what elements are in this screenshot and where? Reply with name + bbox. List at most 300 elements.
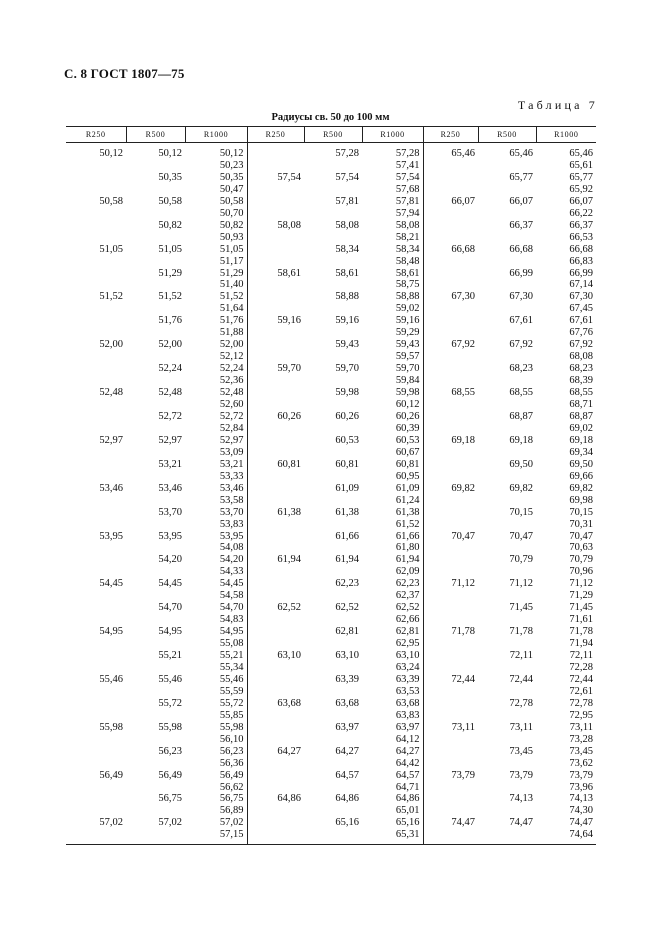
table-cell: 51,52 [185,291,247,303]
table-cell: 50,93 [185,232,247,244]
table-cell: 58,08 [362,220,423,232]
table-cell: 52,48 [158,387,182,399]
table-cell: 54,58 [185,590,247,602]
table-cell [247,829,304,844]
table-cell: 67,92 [509,339,533,351]
table-cell: 60,12 [362,399,423,411]
table-cell: 70,63 [569,542,593,554]
table-cell [423,208,478,220]
table-cell [423,315,478,327]
table-cell: 70,79 [569,554,593,566]
table-cell: 56,23 [185,746,247,758]
table-cell [247,782,304,794]
table-cell [478,519,536,531]
table-cell [478,566,536,578]
table-cell [423,303,478,315]
table-cell: 61,09 [335,482,359,494]
table-row [66,172,596,184]
table-cell: 56,36 [185,758,247,770]
table-cell: 73,62 [569,757,593,769]
table-cell: 69,82 [451,482,475,494]
table-cell [247,722,304,734]
table-cell: 52,97 [158,434,182,446]
table-cell: 54,70 [185,602,247,614]
table-cell: 51,29 [185,268,247,280]
table-cell [126,447,185,459]
table-cell: 66,07 [569,195,593,207]
table-cell: 55,72 [185,698,247,710]
table-cell: 64,12 [362,734,423,746]
table-cell: 73,79 [569,769,593,781]
table-cell [478,614,536,626]
column-header: R1000 [362,127,423,143]
table-cell [126,495,185,507]
table-cell: 63,83 [362,710,423,722]
table-cell: 56,75 [185,793,247,805]
table-cell: 71,78 [509,626,533,638]
table-cell [478,734,536,746]
table-cell: 62,09 [362,566,423,578]
table-cell [304,566,362,578]
table-row [66,339,596,351]
table-cell: 68,55 [509,387,533,399]
table-body [66,143,596,845]
table-cell [478,590,536,602]
table-cell: 52,48 [99,387,123,399]
table-row [66,220,596,232]
table-cell [66,184,126,196]
table-cell [478,160,536,172]
table-cell [247,471,304,483]
table-cell [247,686,304,698]
table-cell [304,590,362,602]
table-cell [247,662,304,674]
table-cell [423,256,478,268]
table-cell: 50,12 [158,148,182,159]
table-cell [66,590,126,602]
table-cell [423,554,478,566]
table-cell [423,411,478,423]
table-cell: 65,16 [362,817,423,829]
table-row [66,770,596,782]
table-cell: 71,78 [569,626,593,638]
table-cell [423,507,478,519]
table-cell [423,746,478,758]
table-cell [66,303,126,315]
table-row [66,423,596,435]
table-cell: 58,61 [362,268,423,280]
table-cell: 51,05 [99,243,123,255]
table-cell: 67,45 [569,303,593,315]
table-cell: 72,44 [569,673,593,685]
table-cell: 70,79 [509,554,533,566]
table-cell: 64,27 [277,745,301,757]
table-cell: 73,79 [451,769,475,781]
table-row [66,268,596,280]
table-cell: 57,28 [362,143,423,160]
table-cell: 53,21 [158,458,182,470]
table-cell [126,566,185,578]
table-row [66,710,596,722]
table-cell [423,614,478,626]
table-cell [247,614,304,626]
table-cell [304,351,362,363]
table-row [66,722,596,734]
table-cell [126,638,185,650]
table-cell: 53,95 [185,531,247,543]
table-cell: 51,52 [158,291,182,303]
table-cell [66,327,126,339]
table-cell: 60,53 [335,434,359,446]
table-cell [247,710,304,722]
table-cell [247,435,304,447]
table-cell [423,734,478,746]
table-cell: 71,12 [451,578,475,590]
table-cell [247,734,304,746]
table-cell: 62,95 [362,638,423,650]
table-cell [478,256,536,268]
table-cell [126,471,185,483]
table-cell: 59,43 [335,339,359,351]
table-cell: 59,16 [277,315,301,327]
table-cell: 50,82 [158,219,182,231]
table-cell [478,542,536,554]
table-cell: 66,68 [451,243,475,255]
table-cell: 61,24 [362,495,423,507]
table-cell: 52,97 [185,435,247,447]
table-cell [126,734,185,746]
table-cell: 71,94 [569,638,593,650]
table-row [66,160,596,172]
table-cell [423,471,478,483]
table-cell: 60,81 [335,458,359,470]
table-cell [423,602,478,614]
table-cell [304,375,362,387]
table-cell [304,734,362,746]
table-cell: 55,46 [185,674,247,686]
table-cell: 64,27 [335,745,359,757]
table-cell: 67,61 [569,315,593,327]
table-cell: 68,08 [569,351,593,363]
table-cell: 60,26 [335,410,359,422]
table-cell: 52,00 [99,339,123,351]
table-cell [478,327,536,339]
table-cell: 63,24 [362,662,423,674]
table-cell [423,758,478,770]
table-row [66,143,596,160]
table-row [66,244,596,256]
table-cell [247,758,304,770]
table-cell: 53,46 [99,482,123,494]
table-row [66,734,596,746]
table-cell: 66,99 [509,267,533,279]
table-cell: 50,58 [158,195,182,207]
table-cell [66,279,126,291]
table-cell: 65,77 [509,171,533,183]
table-cell: 55,98 [185,722,247,734]
table-cell: 69,02 [569,422,593,434]
table-cell: 58,34 [335,243,359,255]
table-cell: 62,66 [362,614,423,626]
table-cell: 61,80 [362,542,423,554]
table-cell: 59,16 [362,315,423,327]
table-cell [304,423,362,435]
table-cell: 73,45 [509,745,533,757]
table-cell: 68,87 [509,410,533,422]
table-cell: 54,45 [99,578,123,590]
table-cell [66,614,126,626]
table-cell: 53,46 [158,482,182,494]
table-cell: 65,31 [362,829,423,844]
table-cell: 67,76 [569,327,593,339]
table-cell: 73,11 [451,721,475,733]
table-cell [247,232,304,244]
table-cell: 61,94 [362,554,423,566]
table-cell: 51,40 [185,279,247,291]
table-cell [126,327,185,339]
table-cell: 66,22 [569,207,593,219]
table-cell [126,805,185,817]
table-cell: 64,42 [362,758,423,770]
table-cell: 50,35 [185,172,247,184]
table-cell: 53,09 [185,447,247,459]
table-cell: 53,95 [158,530,182,542]
table-cell: 62,81 [335,626,359,638]
table-cell: 72,11 [509,650,533,662]
table-cell [247,339,304,351]
table-cell [66,638,126,650]
table-cell [66,566,126,578]
table-cell: 69,34 [569,446,593,458]
table-cell: 54,20 [185,554,247,566]
table-cell [478,495,536,507]
table-cell [66,519,126,531]
table-cell [304,782,362,794]
table-cell: 73,79 [509,769,533,781]
table-row [66,435,596,447]
table-cell: 52,48 [185,387,247,399]
table-cell [66,507,126,519]
table-cell: 57,54 [362,172,423,184]
table-row [66,614,596,626]
table-cell [126,351,185,363]
table-cell: 50,12 [99,148,123,159]
table-cell [66,602,126,614]
table-cell: 63,10 [335,650,359,662]
table-row [66,650,596,662]
table-cell: 60,67 [362,447,423,459]
table-cell: 69,98 [569,494,593,506]
table-cell: 59,84 [362,375,423,387]
table-cell: 57,41 [362,160,423,172]
table-cell: 61,66 [362,531,423,543]
table-cell: 72,78 [569,697,593,709]
table-cell: 50,82 [185,220,247,232]
table-cell [478,399,536,411]
table-cell [126,662,185,674]
table-cell: 71,78 [451,626,475,638]
table-row [66,471,596,483]
table-cell: 52,12 [185,351,247,363]
table-cell [247,626,304,638]
table-cell [66,399,126,411]
table-cell: 60,26 [362,411,423,423]
table-cell: 71,29 [569,590,593,602]
table-cell [126,160,185,172]
table-cell [423,447,478,459]
table-cell: 68,23 [569,363,593,375]
table-cell: 64,57 [335,769,359,781]
table-cell: 59,70 [277,363,301,375]
table-cell: 59,16 [335,315,359,327]
table-cell: 51,05 [185,244,247,256]
table-cell: 58,21 [362,232,423,244]
table-cell: 67,92 [451,339,475,351]
table-cell: 58,75 [362,279,423,291]
table-row [66,698,596,710]
table-cell [423,710,478,722]
table-cell: 59,98 [362,387,423,399]
table-cell [423,327,478,339]
table-cell [66,542,126,554]
table-cell [66,782,126,794]
table-cell [423,805,478,817]
table-cell [304,327,362,339]
table-cell [247,327,304,339]
table-cell: 57,54 [335,171,359,183]
table-cell: 71,12 [569,578,593,590]
table-cell: 50,23 [185,160,247,172]
table-label: Таблица 7 [517,98,598,112]
table-cell: 53,21 [185,459,247,471]
table-cell [304,686,362,698]
table-cell [478,351,536,363]
table-cell [423,650,478,662]
table-cell: 71,12 [509,578,533,590]
table-cell: 67,61 [509,315,533,327]
table-cell [423,638,478,650]
table-cell: 54,45 [185,578,247,590]
table-cell [247,483,304,495]
table-cell: 55,21 [185,650,247,662]
table-cell: 70,31 [569,518,593,530]
table-cell [247,291,304,303]
table-cell [423,375,478,387]
table-cell: 53,83 [185,519,247,531]
table-row [66,196,596,208]
table-cell [423,351,478,363]
table-cell: 56,23 [158,745,182,757]
table-cell [423,172,478,184]
table-cell [66,698,126,710]
table-cell: 53,70 [185,507,247,519]
table-cell [66,232,126,244]
table-cell: 69,50 [509,458,533,470]
column-header: R1000 [536,127,596,143]
table-cell [126,590,185,602]
table-cell: 50,12 [185,143,247,160]
table-cell [247,590,304,602]
table-cell: 56,49 [99,769,123,781]
table-cell: 62,37 [362,590,423,602]
table-cell [66,459,126,471]
table-cell: 69,82 [569,482,593,494]
table-cell [247,423,304,435]
table-row [66,805,596,817]
table-cell: 51,52 [99,291,123,303]
table-cell [478,686,536,698]
table-row [66,411,596,423]
table-cell [478,375,536,387]
table-cell [478,208,536,220]
table-cell [423,829,478,844]
table-cell [304,232,362,244]
table-cell [247,817,304,829]
table-cell: 61,38 [277,506,301,518]
table-cell [66,495,126,507]
table-row [66,184,596,196]
table-row [66,758,596,770]
table-cell [126,303,185,315]
table-cell [66,375,126,387]
table-cell [304,495,362,507]
table-cell: 51,05 [158,243,182,255]
table-row [66,315,596,327]
table-cell: 65,61 [569,159,593,171]
table-cell: 72,44 [509,673,533,685]
column-header: R250 [247,127,304,143]
table-cell: 69,66 [569,470,593,482]
table-cell: 68,23 [509,363,533,375]
table-cell [126,256,185,268]
table-cell: 67,30 [569,291,593,303]
table-cell: 65,46 [451,148,475,159]
table-row [66,674,596,686]
table-cell [66,471,126,483]
table-row [66,590,596,602]
table-cell [304,662,362,674]
table-cell [66,160,126,172]
table-row [66,291,596,303]
table-cell: 71,45 [509,602,533,614]
table-cell: 61,66 [335,530,359,542]
table-row [66,531,596,543]
table-cell: 60,39 [362,423,423,435]
table-cell [478,638,536,650]
table-cell: 58,08 [335,219,359,231]
table-cell: 65,46 [509,148,533,159]
table-cell: 63,97 [335,721,359,733]
table-row [66,375,596,387]
table-row [66,256,596,268]
table-cell: 59,70 [335,363,359,375]
table-cell: 64,71 [362,782,423,794]
column-header: R500 [478,127,536,143]
column-header: R250 [66,127,126,143]
table-cell [304,303,362,315]
table-cell: 57,02 [158,817,182,829]
table-cell: 61,94 [335,554,359,566]
table-cell: 52,00 [158,339,182,351]
table-cell: 58,34 [362,244,423,256]
table-cell [66,793,126,805]
table-cell: 54,45 [158,578,182,590]
table-cell: 57,81 [362,196,423,208]
table-cell: 66,68 [509,243,533,255]
table-cell [304,399,362,411]
table-cell: 73,45 [569,745,593,757]
table-cell [478,184,536,196]
